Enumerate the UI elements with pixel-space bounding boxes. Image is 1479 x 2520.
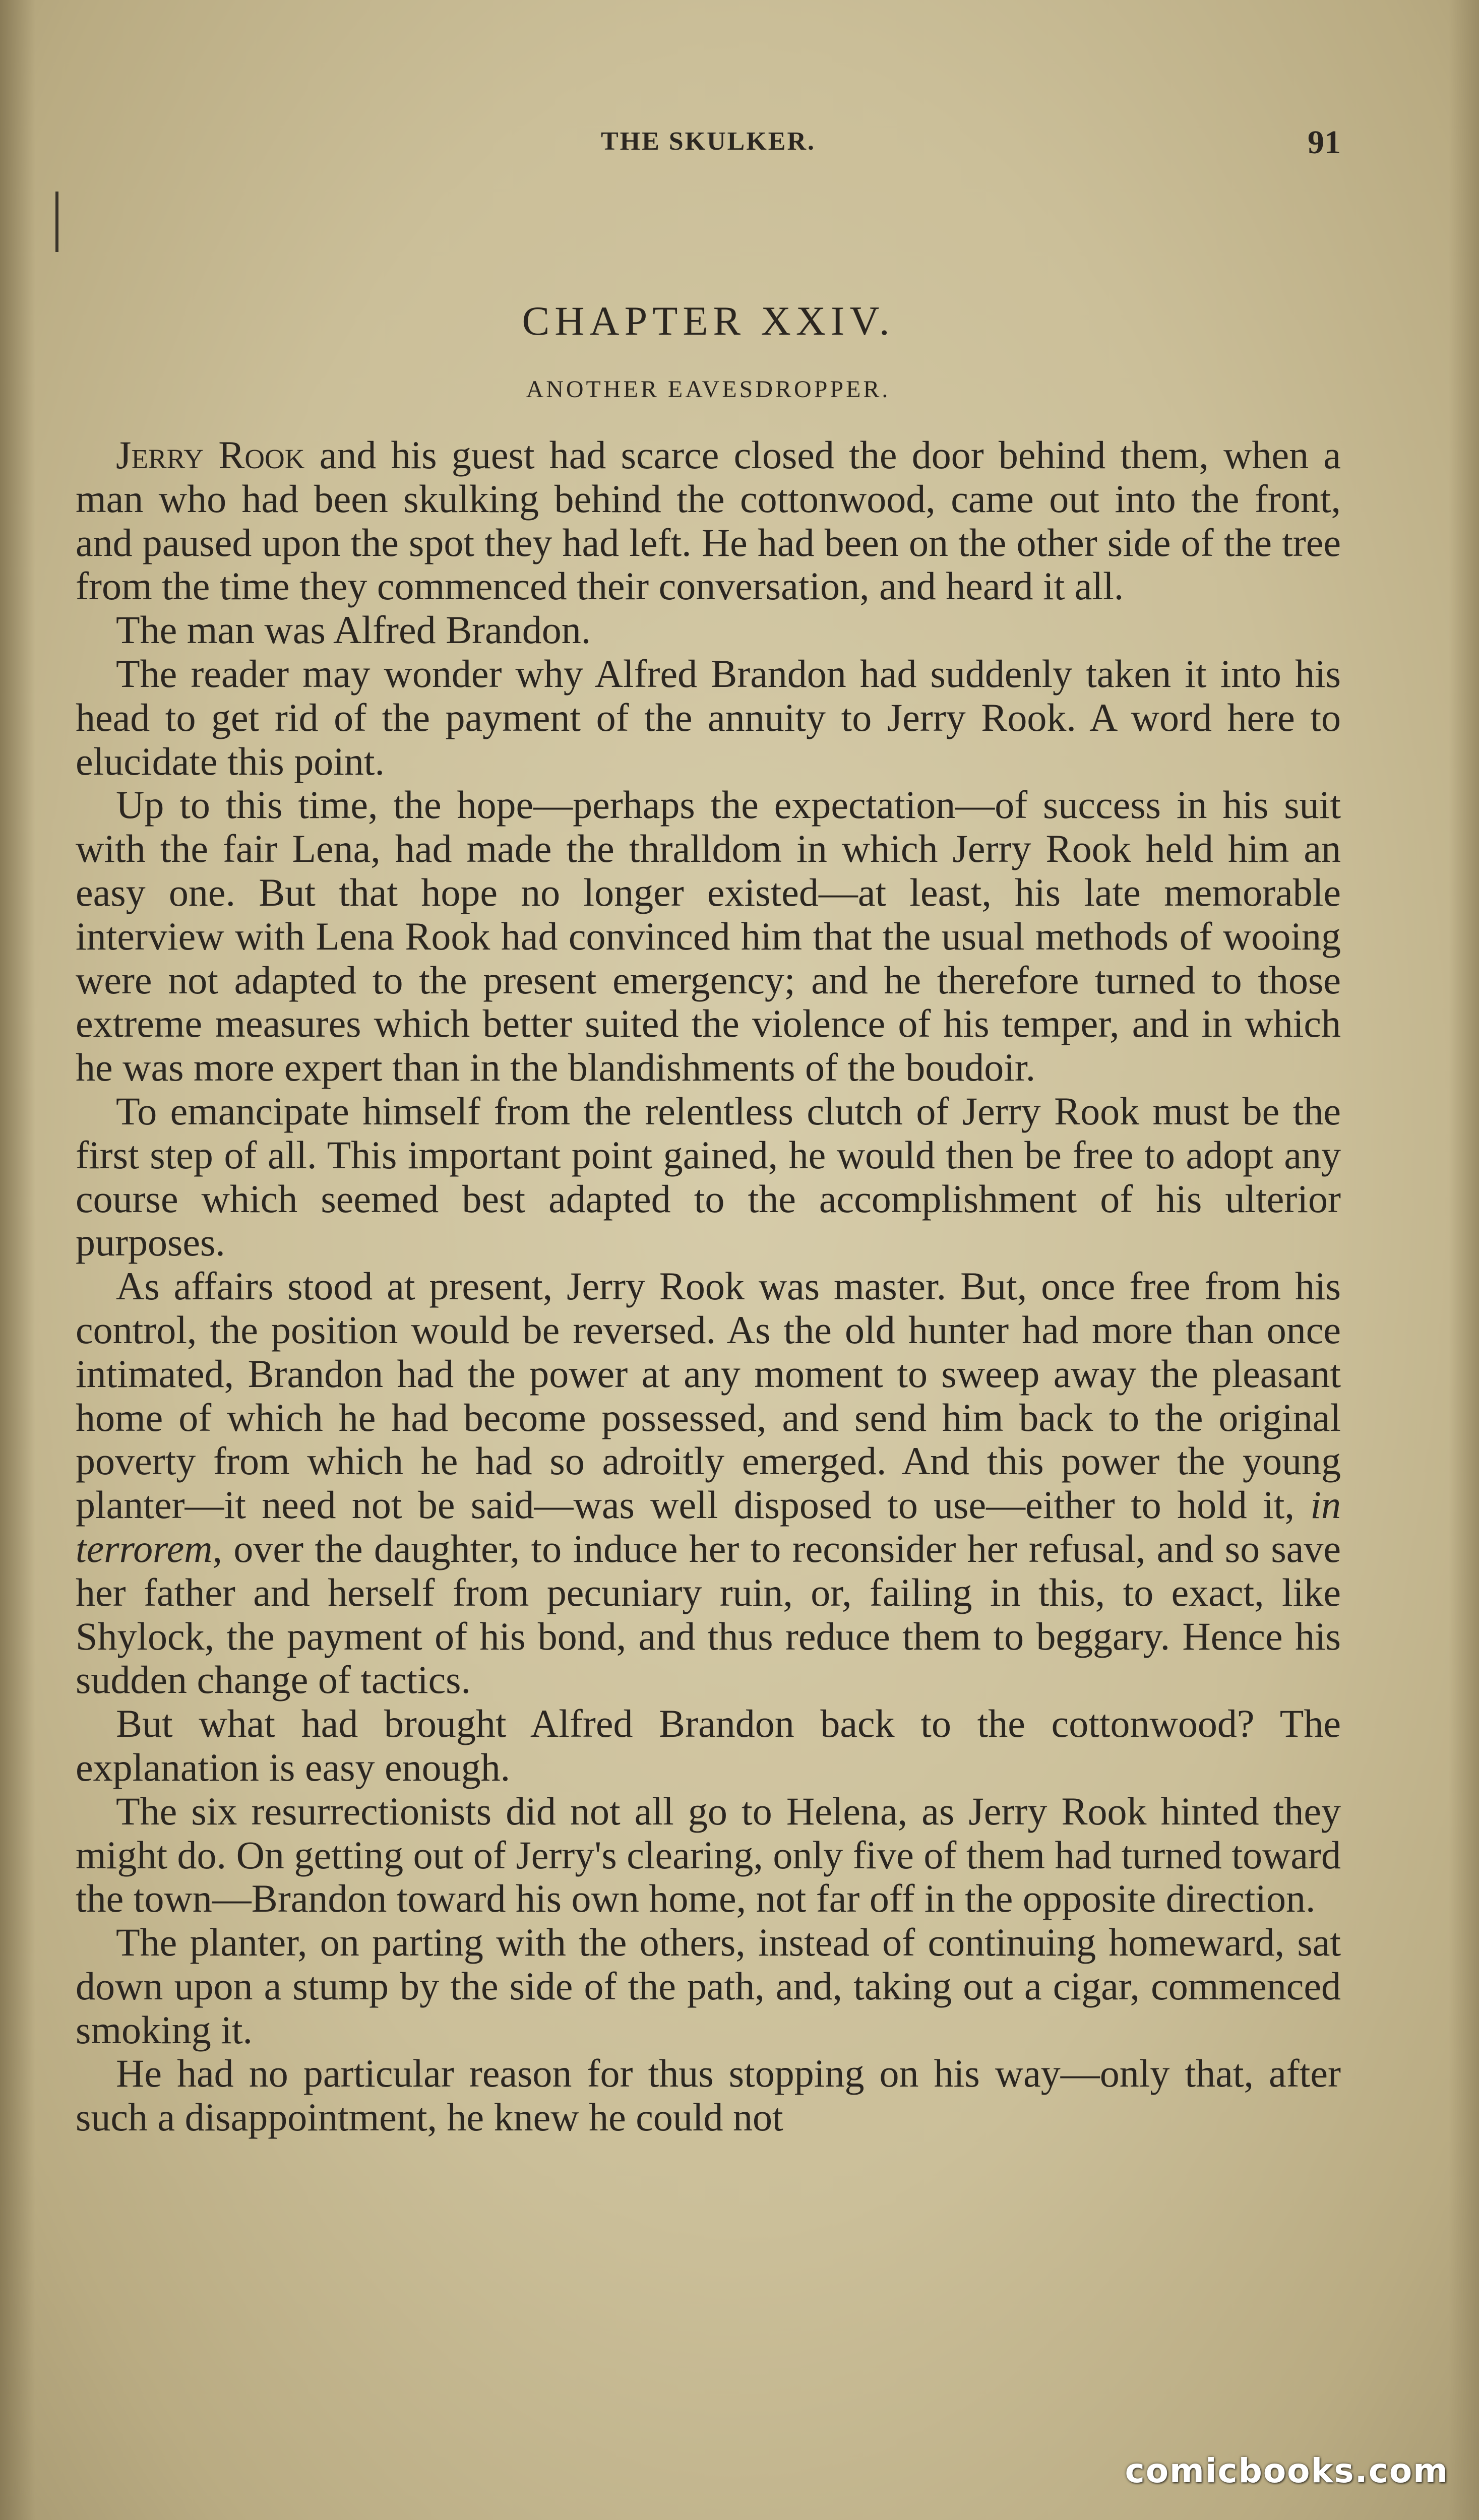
paragraph: To emancipate himself from the relentless clutch of Jerry Rook must be the first step of all. This important point gained, he would then be free to adopt any course which seemed best adapted to the accomplishment of his ulterior purposes.	[76, 1089, 1341, 1265]
paragraph: The planter, on parting with the others, instead of continuing homeward, sat down upon a stump by the side of the path, and, taking out a cigar, commenced smoking it.	[76, 1920, 1341, 2052]
page-edge-shadow-right	[1449, 0, 1479, 2520]
paragraph	[76, 1265, 1341, 1702]
margin-mark	[55, 192, 58, 252]
paragraph	[76, 433, 1341, 608]
watermark: comicbooks.com	[1125, 2451, 1449, 2490]
chapter-title: CHAPTER XXIV.	[522, 298, 895, 344]
paragraph-lead: Jerry	[116, 433, 204, 477]
paragraph: The man was Alfred Brandon.	[116, 608, 591, 652]
body-text	[76, 433, 1341, 2139]
paragraph-text: and his guest had scarce closed the door behind them, when a man who had been skulking behind the cottonwood, came out into the front, and paused upon the spot they had left. He had been on the other side of the tree from the time they commenced their conversation, and heard it all.	[76, 433, 1341, 608]
paragraph: The six resurrectionists did not all go to Helena, as Jerry Rook hinted they might do. On getting out of Jerry's clearing, only five of them had turned toward the town—Brandon toward his own home, not far off in the opposite direction.	[76, 1789, 1341, 1921]
paragraph: Up to this time, the hope—perhaps the expectation—of success in his suit with the fair Lena, had made the thralldom in which Jerry Rook held him an easy one. But that hope no longer existed—at least, his late memorable interview with Lena Rook had convinced him that the usual methods of wooing were not adapted to the present emergency; and he therefore turned to those extreme measures which better suited the violence of his temper, and in which he was more expert than in the blandishments of the boudoir.	[76, 783, 1341, 1090]
paragraph-text: As affairs stood at present, Jerry Rook was master. But, once free from his control, the position would be reversed. As the old hunter had more than once intimated, Brandon had the power at any moment to sweep away the pleasant home of which he had become possessed, and send him back to the original poverty from which he had so adroitly emerged. And this power the young planter—it need not be said—was well disposed to use—either to hold it,	[76, 1264, 1341, 1527]
page-edge-shadow-left	[0, 0, 35, 2520]
running-head	[76, 123, 1341, 164]
paragraph: The reader may wonder why Alfred Brandon had suddenly taken it into his head to get rid of the payment of the annuity to Jerry Rook. A word here to elucidate this point.	[76, 651, 1341, 783]
paragraph-text: , over the daughter, to induce her to reconsider her refusal, and so save her father and herself from pecuniary ruin, or, failing in this, to exact, like Shylock, the payment of his bond, and thus reduce them to beggary. Hence his sudden change of tactics.	[76, 1526, 1341, 1702]
paragraph-lead-2: Rook	[218, 433, 305, 477]
paragraph: He had no particular reason for thus stopping on his way—only that, after such a disappointment, he knew he could not	[76, 2051, 1341, 2139]
page-number: 91	[1308, 124, 1341, 161]
chapter-subtitle: ANOTHER EAVESDROPPER.	[526, 376, 891, 403]
running-title: THE SKULKER.	[600, 127, 816, 156]
paragraph: But what had brought Alfred Brandon back to the cottonwood? The explanation is easy enough.	[76, 1702, 1341, 1789]
paragraph-italic: in terrorem	[76, 1483, 1341, 1570]
